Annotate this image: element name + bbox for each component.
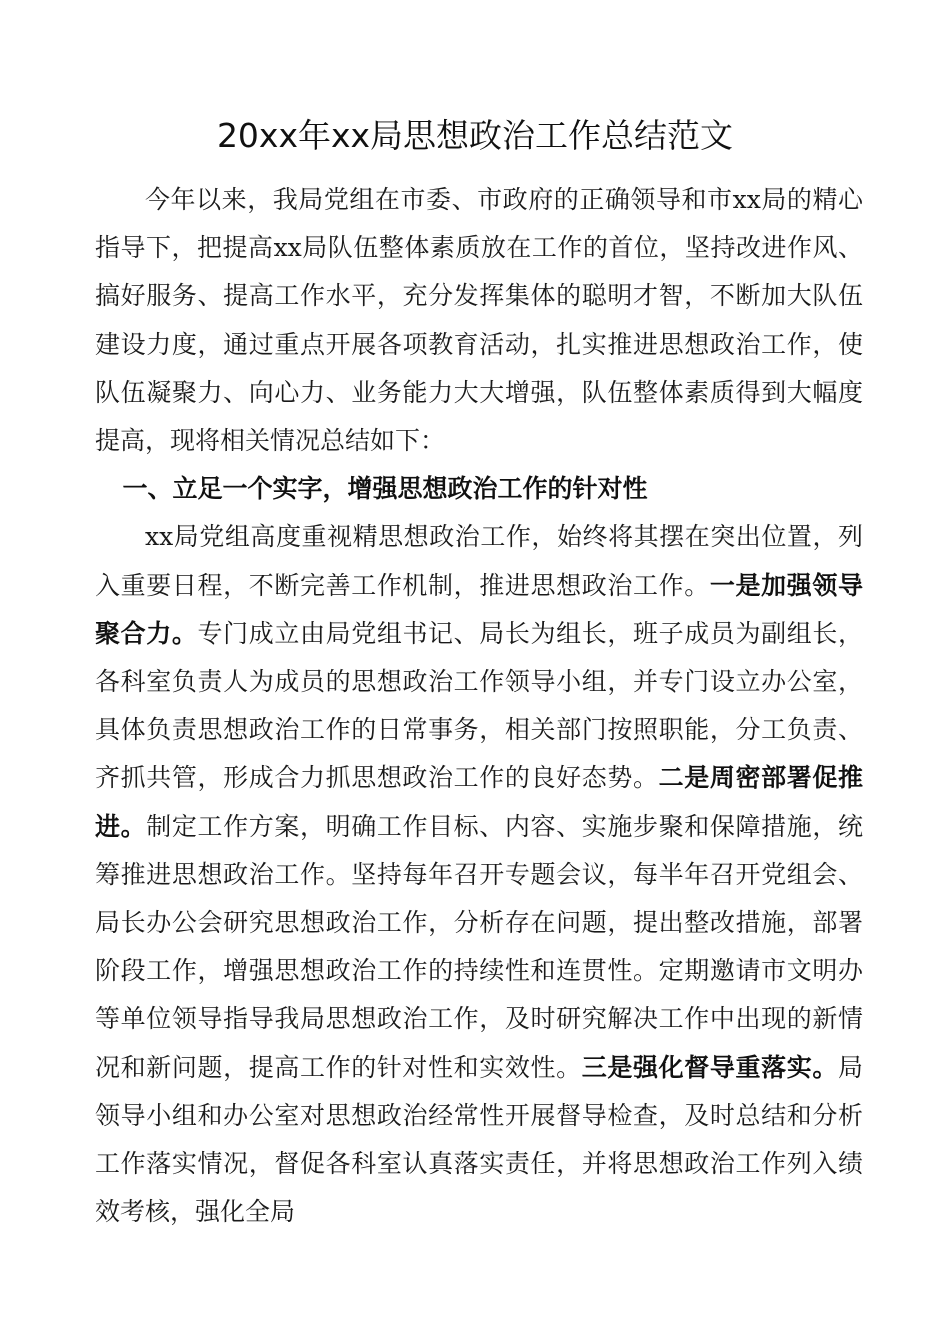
document-body [95,176,863,1236]
paragraph-text: 局领导小组和办公室对思想政治经常性开展督导检查，及时总结和分析工作落实情况，督促各科室认真落实责任，并将思想政治工作列入绩效考核，强化全局 [95,1052,863,1227]
paragraph-text: 专门成立由局党组书记、局长为组长，班子成员为副组长，各科室负责人为成员的思想政治工作领导小组，并专门设立办公室，具体负责思想政治工作的日常事务，相关部门按照职能，分工负责、齐抓共管，形成合力抓思想政治工作的良好态势。 [95,618,863,793]
bold-point-1: 一是加强领导聚合力。 [95,570,863,648]
paragraph-text: xx局党组高度重视精思想政治工作，始终将其摆在突出位置，列入重要日程，不断完善工作机制，推进思想政治工作。 [95,522,863,600]
bold-point-3: 三是强化督导重落实。 [581,1052,838,1082]
section-heading: 一、立足一个实字，增强思想政治工作的针对性 [122,474,648,504]
document-title: 20xx年xx局思想政治工作总结范文 [216,116,734,155]
bold-point-2: 二是周密部署促推进。 [95,763,863,841]
intro-paragraph: 今年以来，我局党组在市委、市政府的正确领导和市xx局的精心指导下，把提高xx局队伍整体素质放在工作的首位，坚持改进作风、搞好服务、提高工作水平，充分发挥集体的聪明才智，不断加大队伍建设力度，通过重点开展各项教育活动，扎实推进思想政治工作，使队伍凝聚力、向心力、业务能力大大增强，队伍整体素质得到大幅度提高，现将相关情况总结如下： [95,185,863,456]
section-paragraph [95,513,863,1236]
paragraph-text: 制定工作方案，明确工作目标、内容、实施步聚和保障措施，统筹推进思想政治工作。坚持每年召开专题会议，每半年召开党组会、局长办公会研究思想政治工作，分析存在问题，提出整改措施，部署阶段工作，增强思想政治工作的持续性和连贯性。定期邀请市文明办等单位领导指导我局思想政治工作，及时研究解决工作中出现的新情况和新问题，提高工作的针对性和实效性。 [95,811,863,1082]
